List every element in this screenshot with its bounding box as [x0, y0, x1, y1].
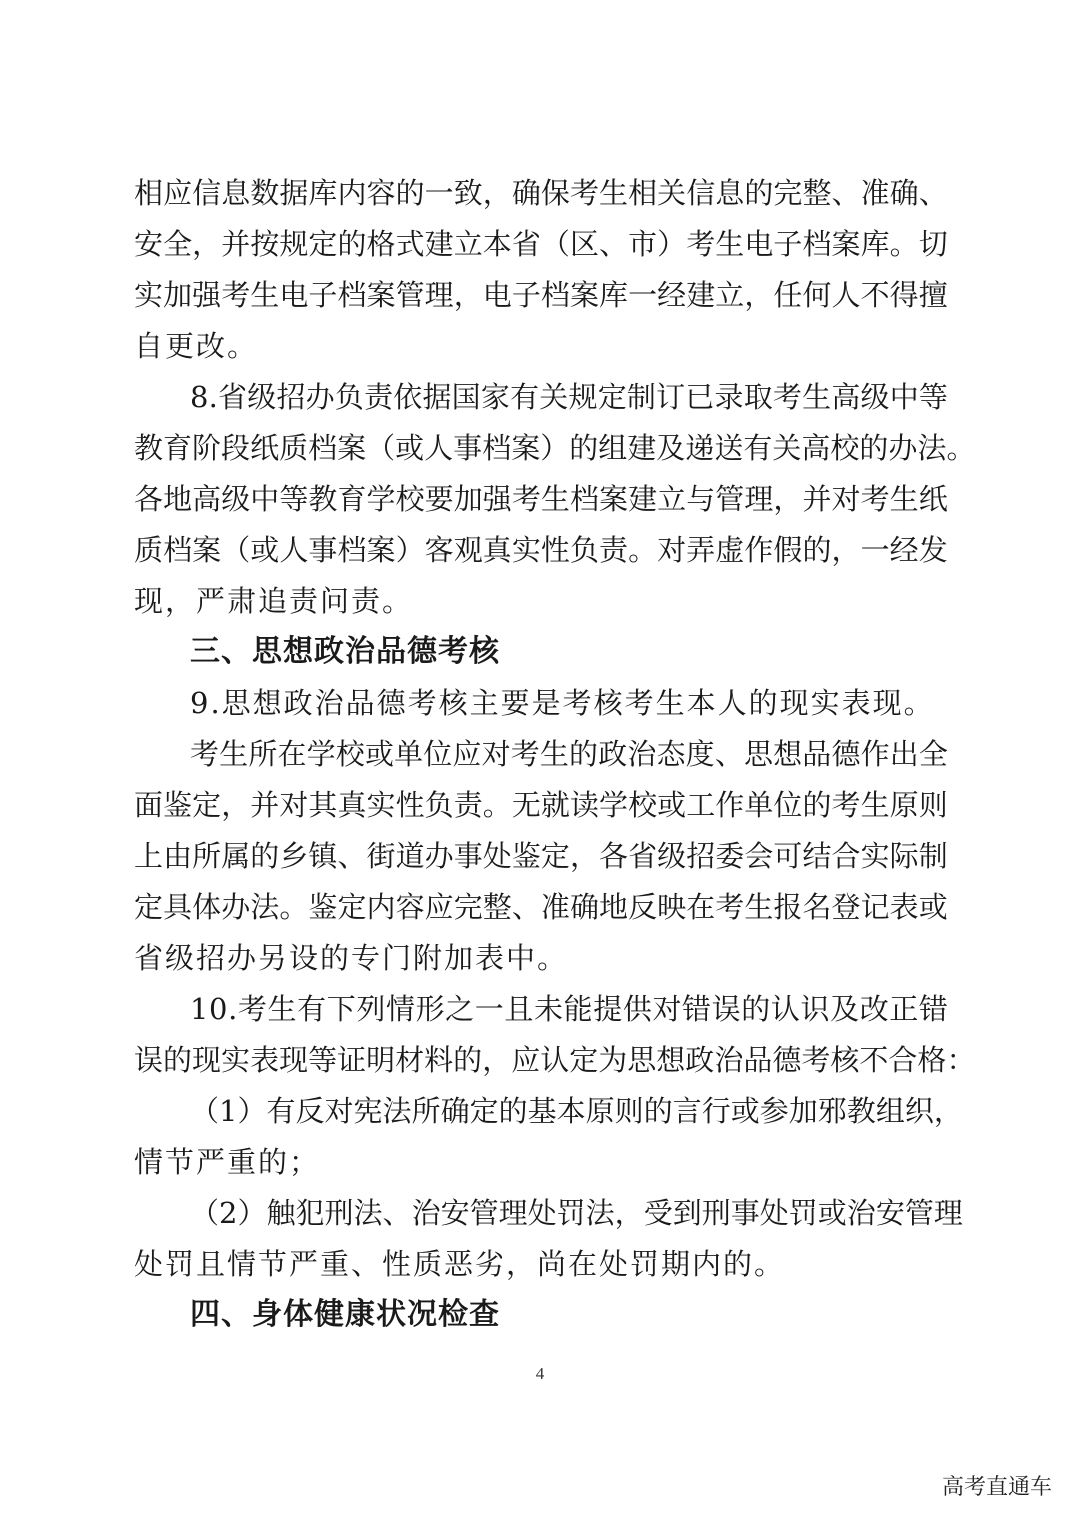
- paragraph-line: 上 由 所 属 的 乡 镇 、 街 道 办 事 处 鉴 定 ， 各 省 级 招 委 会 可 结 合 实 际 制: [134, 839, 948, 873]
- paragraph-line: 9.思想政治品德考核主要是考核考生本人的现实表现。: [190, 686, 935, 720]
- paragraph-line: 实 加 强 考 生 电 子 档 案 管 理 ， 电 子 档 案 库 一 经 建 立 ， 任 何 人 不 得 擅: [134, 278, 948, 312]
- paragraph-line: 处罚且情节严重、性质恶劣，尚在处罚期内的。: [134, 1247, 786, 1281]
- paragraph-line: 教 育 阶 段 纸 质 档 案 （ 或 人 事 档 案 ） 的 组 建 及 递 送 有 关 高 校 的 办 法 。: [134, 431, 976, 465]
- section-heading: 四、身体健康状况检查: [190, 1297, 500, 1332]
- paragraph-line: 省级招办另设的专门附加表中。: [134, 941, 569, 975]
- paragraph-line: 情节严重的；: [134, 1145, 321, 1179]
- paragraph-line: 1 0 . 考 生 有 下 列 情 形 之 一 且 未 能 提 供 对 错 误 的 认 识 及 改 正 错: [190, 992, 948, 1026]
- paragraph-line: 定 具 体 办 法 。 鉴 定 内 容 应 完 整 、 准 确 地 反 映 在 考 生 报 名 登 记 表 或: [134, 890, 948, 924]
- paragraph-line: 自更改。: [134, 329, 259, 363]
- paragraph-line: 误 的 现 实 表 现 等 证 明 材 料 的 ， 应 认 定 为 思 想 政 治 品 德 考 核 不 合 格 ：: [134, 1043, 976, 1077]
- paragraph-line: （ 1 ） 有 反 对 宪 法 所 确 定 的 基 本 原 则 的 言 行 或 参 加 邪 教 组 织 ，: [190, 1094, 963, 1128]
- paragraph-line: （ 2 ） 触 犯 刑 法 、 治 安 管 理 处 罚 法 ， 受 到 刑 事 处 罚 或 治 安 管 理: [190, 1196, 963, 1230]
- paragraph-line: 各 地 高 级 中 等 教 育 学 校 要 加 强 考 生 档 案 建 立 与 管 理 ， 并 对 考 生 纸: [134, 482, 948, 516]
- paragraph-line: 8 . 省 级 招 办 负 责 依 据 国 家 有 关 规 定 制 订 已 录 取 考 生 高 级 中 等: [190, 380, 948, 414]
- paragraph-line: 质 档 案 （ 或 人 事 档 案 ） 客 观 真 实 性 负 责 。 对 弄 虚 作 假 的 ， 一 经 发: [134, 533, 948, 567]
- section-heading: 三、思想政治品德考核: [190, 634, 500, 669]
- watermark: 高考直通车: [941, 1475, 1052, 1500]
- paragraph-line: 面 鉴 定 ， 并 对 其 真 实 性 负 责 。 无 就 读 学 校 或 工 作 单 位 的 考 生 原 则: [134, 788, 948, 822]
- paragraph-line: 安 全 ， 并 按 规 定 的 格 式 建 立 本 省 （ 区 、 市 ） 考 生 电 子 档 案 库 。 切: [134, 227, 948, 261]
- paragraph-line: 相 应 信 息 数 据 库 内 容 的 一 致 ， 确 保 考 生 相 关 信 息 的 完 整 、 准 确 、: [134, 176, 948, 210]
- paragraph-line: 现，严肃追责问责。: [134, 584, 414, 618]
- paragraph-line: 考 生 所 在 学 校 或 单 位 应 对 考 生 的 政 治 态 度 、 思 想 品 德 作 出 全: [190, 737, 948, 771]
- page-number: 4: [535, 1364, 545, 1383]
